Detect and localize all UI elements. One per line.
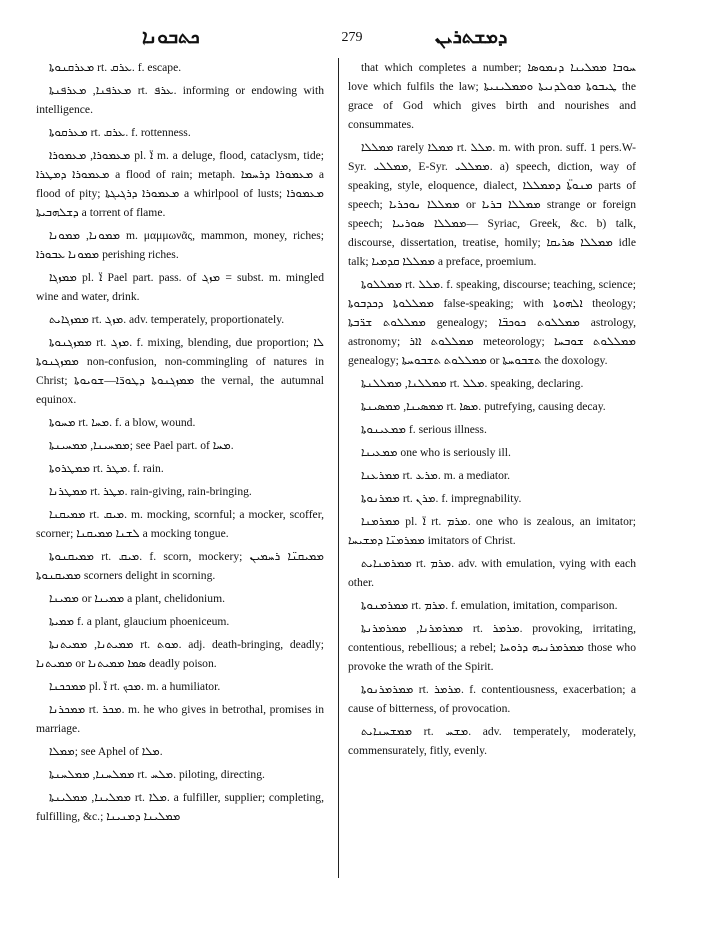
dictionary-entry: ܡܡܪܡܪܢܘܬܐ rt. ܡܪܡܪ. f. contentiousness, exacerbation; a cause of bitterness, of provocation. <box>348 683 636 715</box>
page-number: 279 <box>341 30 363 45</box>
dictionary-entry: ܡܡܪܢܘܬܐ rt. ܡܪܢ. f. impregnability. <box>361 492 522 505</box>
dictionary-entry: ܡܡܠܠܘܬܐ rt. ܡܠܠ. f. speaking, discourse; teaching, science; ܡܡܠܠܘܬܐ ܕܟܕܒܘܬܐ false-speaking; with ܐܠܗܘܬܐ theology; ܡܡܠܠܘܬ ܫܪ̈ܒܬܐ genealogy; ܡܡܠܠܘܬ ܟܘܟܒ̈ܐ astrology, astronomy; ܡܡܠܠܘܬ ܐܐܪ meteorology; ܡܡܠܠܘܬ ܫܘܒܚܐ genealogy; ܡܡܠܠܘܬ ܬܫܒܘܚܬܐ or ܬܫܒܘܚܬܐ the doxology. <box>348 278 636 367</box>
column-divider <box>338 58 339 878</box>
dictionary-entry: ܡܡܠܠܢܐ, ܡܡܠܠܢܬܐ rt. ܡܠܠ. speaking, declaring. <box>361 377 584 390</box>
running-header <box>0 26 704 52</box>
dictionary-entry: ܡܡܠܚܢܐ, ܡܡܠܚܢܬܐ rt. ܡܠܚ. piloting, directing. <box>49 768 265 781</box>
dictionary-entry: that which completes a number; ܚܘܒܐ ܡܡܠܝܢܐ ܕܢܡܘܣܐ love which fulfils the law; ܛܝܒܘܬܐ ܡܘܠܕܢܝܬܐ ܘܡܡܠܝܢܝܬܐ the grace of God which gives birth and nourishes and consummates. <box>348 61 636 131</box>
dictionary-entry: ܡܡܙܓܢܘܬܐ rt. ܡܙܓ. f. mixing, blending, due proportion; ܠܐ ܡܡܙܓܢܘܬܐ non-confusion, non-commingling of natures in Christ; ܡܡܙܓܢܘܬܐ ܕܛܘܪ̈ܐ—ܫܘܝܘܬܐ the vernal, the autumnal equinox. <box>36 336 324 406</box>
dictionary-entry: ܡܡܠܠܐ rarely ܡܡܠܐ rt. ܡܠܠ. m. with pron. suff. 1 pers.W-Syr. ܡܡܠܠܝ, E-Syr. ܡܡܠܠܝ. a) speech, diction, way of speaking, style, eloquence, dialect, ܡܢܘܬ̈ܐ ܕܡܡܠܠܐ parts of speech; ܡܡܠܠܐ ܢܘܟܪܝܐ or ܡܡܠܠܐ ܒܪܝܐ strange or foreign speech; ܡܡܠܠܐ ܣܘܪܝܝܐ— Syriac, Greek, &c. b) talk, discourse, dissertation, treatise, homily; ܡܡܠܠܐ ܣܪܝܩܐ idle talk; ܡܡܠܠܐ ܩܕܡܝܐ a preface, proemium. <box>348 141 637 268</box>
left-column <box>36 58 324 830</box>
dictionary-entry: ܡܡܝܬܐ f. a plant, glaucium phoeniceum. <box>49 615 230 628</box>
dictionary-entry: ܡܡܝܩܢܘܬܐ rt. ܡܝܩ. f. scorn, mockery; ܡܡܝܩܢ̈ܐ ܪܚܡܝܢ ܡܡܝܩܢܘܬܐ scorners delight in scorning. <box>36 550 324 582</box>
dictionary-entry: ܡܚܘܬܐ rt. ܡܚܐ. f. a blow, wound. <box>49 416 196 429</box>
dictionary-entry: ܡܡܥܝܢܘܬܐ f. serious illness. <box>361 423 487 436</box>
dictionary-entry: ܡܥܪܩܘܬܐ rt. ܥܪܩ. f. rottenness. <box>49 126 191 139</box>
dictionary-entry: ܡܡܝܩܢܐ rt. ܡܝܩ. m. mocking, scornful; a mocker, scoffer, scorner; ܠܫܢܐ ܡܡܝܩܢܐ a mocking tongue. <box>36 508 324 540</box>
dictionary-entry: ܡܡܙܓܐ pl. ܐ̈ Pael part. pass. of ܡܙܓ = subst. m. mingled wine and water, drink. <box>36 271 324 303</box>
dictionary-entry: ܡܥܪܩܢܘܬܐ rt. ܥܪܩ. f. escape. <box>49 61 182 74</box>
dictionary-entry: ܡܡܛܪܘܬܐ rt. ܡܛܪ. f. rain. <box>49 462 164 475</box>
dictionary-entry: ܡܡܛܪܢܐ rt. ܡܛܪ. rain-giving, rain-bringing. <box>49 485 252 498</box>
dictionary-entry: ܡܥܪܦܢܐ, ܡܥܪܦܢܬܐ rt. ܥܪܦ. informing or endowing with intelligence. <box>36 84 325 116</box>
header-left-title: ܟܬܒܘܢܐ <box>142 26 200 48</box>
header-right-title: ܕܡܫܬܪܝܢ <box>435 26 508 48</box>
dictionary-entry: ܡܡܠܐ; see Aphel of ܡܠܐ. <box>49 745 163 758</box>
dictionary-entry: ܡܡܪܡܪܢܐ, ܡܡܪܡܪܢܬܐ rt. ܡܪܡܪ. provoking, irritating, contentious, rebellious; a rebel; ܡܡܪܡܪܢܝܗ ܕܪܘܚܐ those who provoke the wrath of the Spirit. <box>348 622 637 673</box>
dictionary-entry: ܡܡܪܡܢܘܬܐ rt. ܡܪܡ. f. emulation, imitation, comparison. <box>361 599 618 612</box>
dictionary-entry: ܡܡܚܝܢܐ, ܡܡܚܝܢܬܐ; see Pael part. of ܡܚܐ. <box>49 439 234 452</box>
dictionary-entry: ܡܡܟܪܢܐ rt. ܡܟܪ. m. he who gives in betrothal, promises in marriage. <box>36 703 325 735</box>
dictionary-entry: ܡܡܠܝܢܐ, ܡܡܠܝܢܬܐ rt. ܡܠܐ. a fulfiller, supplier; completing, fulfilling, &c.; ܡܡܠܝܢܐ ܕܡܢܝܢܐ <box>36 791 324 823</box>
dictionary-entry: ܡܡܪܡܢܐ pl. ܐ̈ rt. ܡܪܡ. one who is zealous, an imitator; ܡܡܪܡܢ̈ܐ ܕܡܫܝܚܐ imitators of Christ. <box>348 515 636 547</box>
dictionary-entry: ܡܡܝܬܢܐ, ܡܡܝܬܢܬܐ rt. ܡܘܬ. adj. death-bringing, deadly; ܡܡܝܬܢܐ or ܣܡܐ ܡܡܝܬܢܐ deadly poison. <box>36 638 325 670</box>
dictionary-entry: ܡܥܡܘܪܐ, ܡܥܡܘܪܐ pl. ܐ̈ m. a deluge, flood, cataclysm, tide; ܡܥܡܘܪܐ ܕܡܛܪܐ a flood of rain; metaph. ܡܥܡܘܪܐ ܕܪܚܡܐ a flood of pity; ܡܥܡܘܪܐ ܕܪܓܝܓܬܐ a whirlpool of lusts; ܡܥܡܘܪܐ ܕܫܠܗܒܝܬܐ a torrent of flame. <box>36 149 325 219</box>
dictionary-entry: ܡܡܪܥܢܐ rt. ܡܪܥ. m. a mediator. <box>361 469 511 482</box>
dictionary-entry: ܡܡܙܓܐܝܬ rt. ܡܙܓ. adv. temperately, proportionately. <box>49 313 285 326</box>
dictionary-entry: ܡܡܘܢܐ, ܡܡܘܢܐ m. μαμμωνᾶς, mammon, money, riches; ܡܡܘܢܐ ܥܒܘܪܐ perishing riches. <box>36 229 324 261</box>
dictionary-entry: ܡܡܥܝܢܐ one who is seriously ill. <box>361 446 511 459</box>
right-column <box>348 58 636 764</box>
dictionary-entry: ܡܡܪܡܢܐܝܬ rt. ܡܪܡ. adv. with emulation, vying with each other. <box>348 557 636 589</box>
dictionary-entry: ܡܡܫܚܢܐܝܬ rt. ܡܫܚ. adv. temperately, moderately, commensurately, fitly, evenly. <box>348 725 636 757</box>
dictionary-entry: ܡܡܝܢܐ or ܡܡܝܢܐ a plant, chelidonium. <box>49 592 225 605</box>
dictionary-entry: ܡܡܣܝܢܐ, ܡܡܣܝܢܬܐ rt. ܡܣܐ. putrefying, causing decay. <box>361 400 606 413</box>
dictionary-entry: ܡܡܟܟܢܐ pl. ܐ̈ rt. ܡܟܟ. m. a humiliator. <box>49 680 221 693</box>
